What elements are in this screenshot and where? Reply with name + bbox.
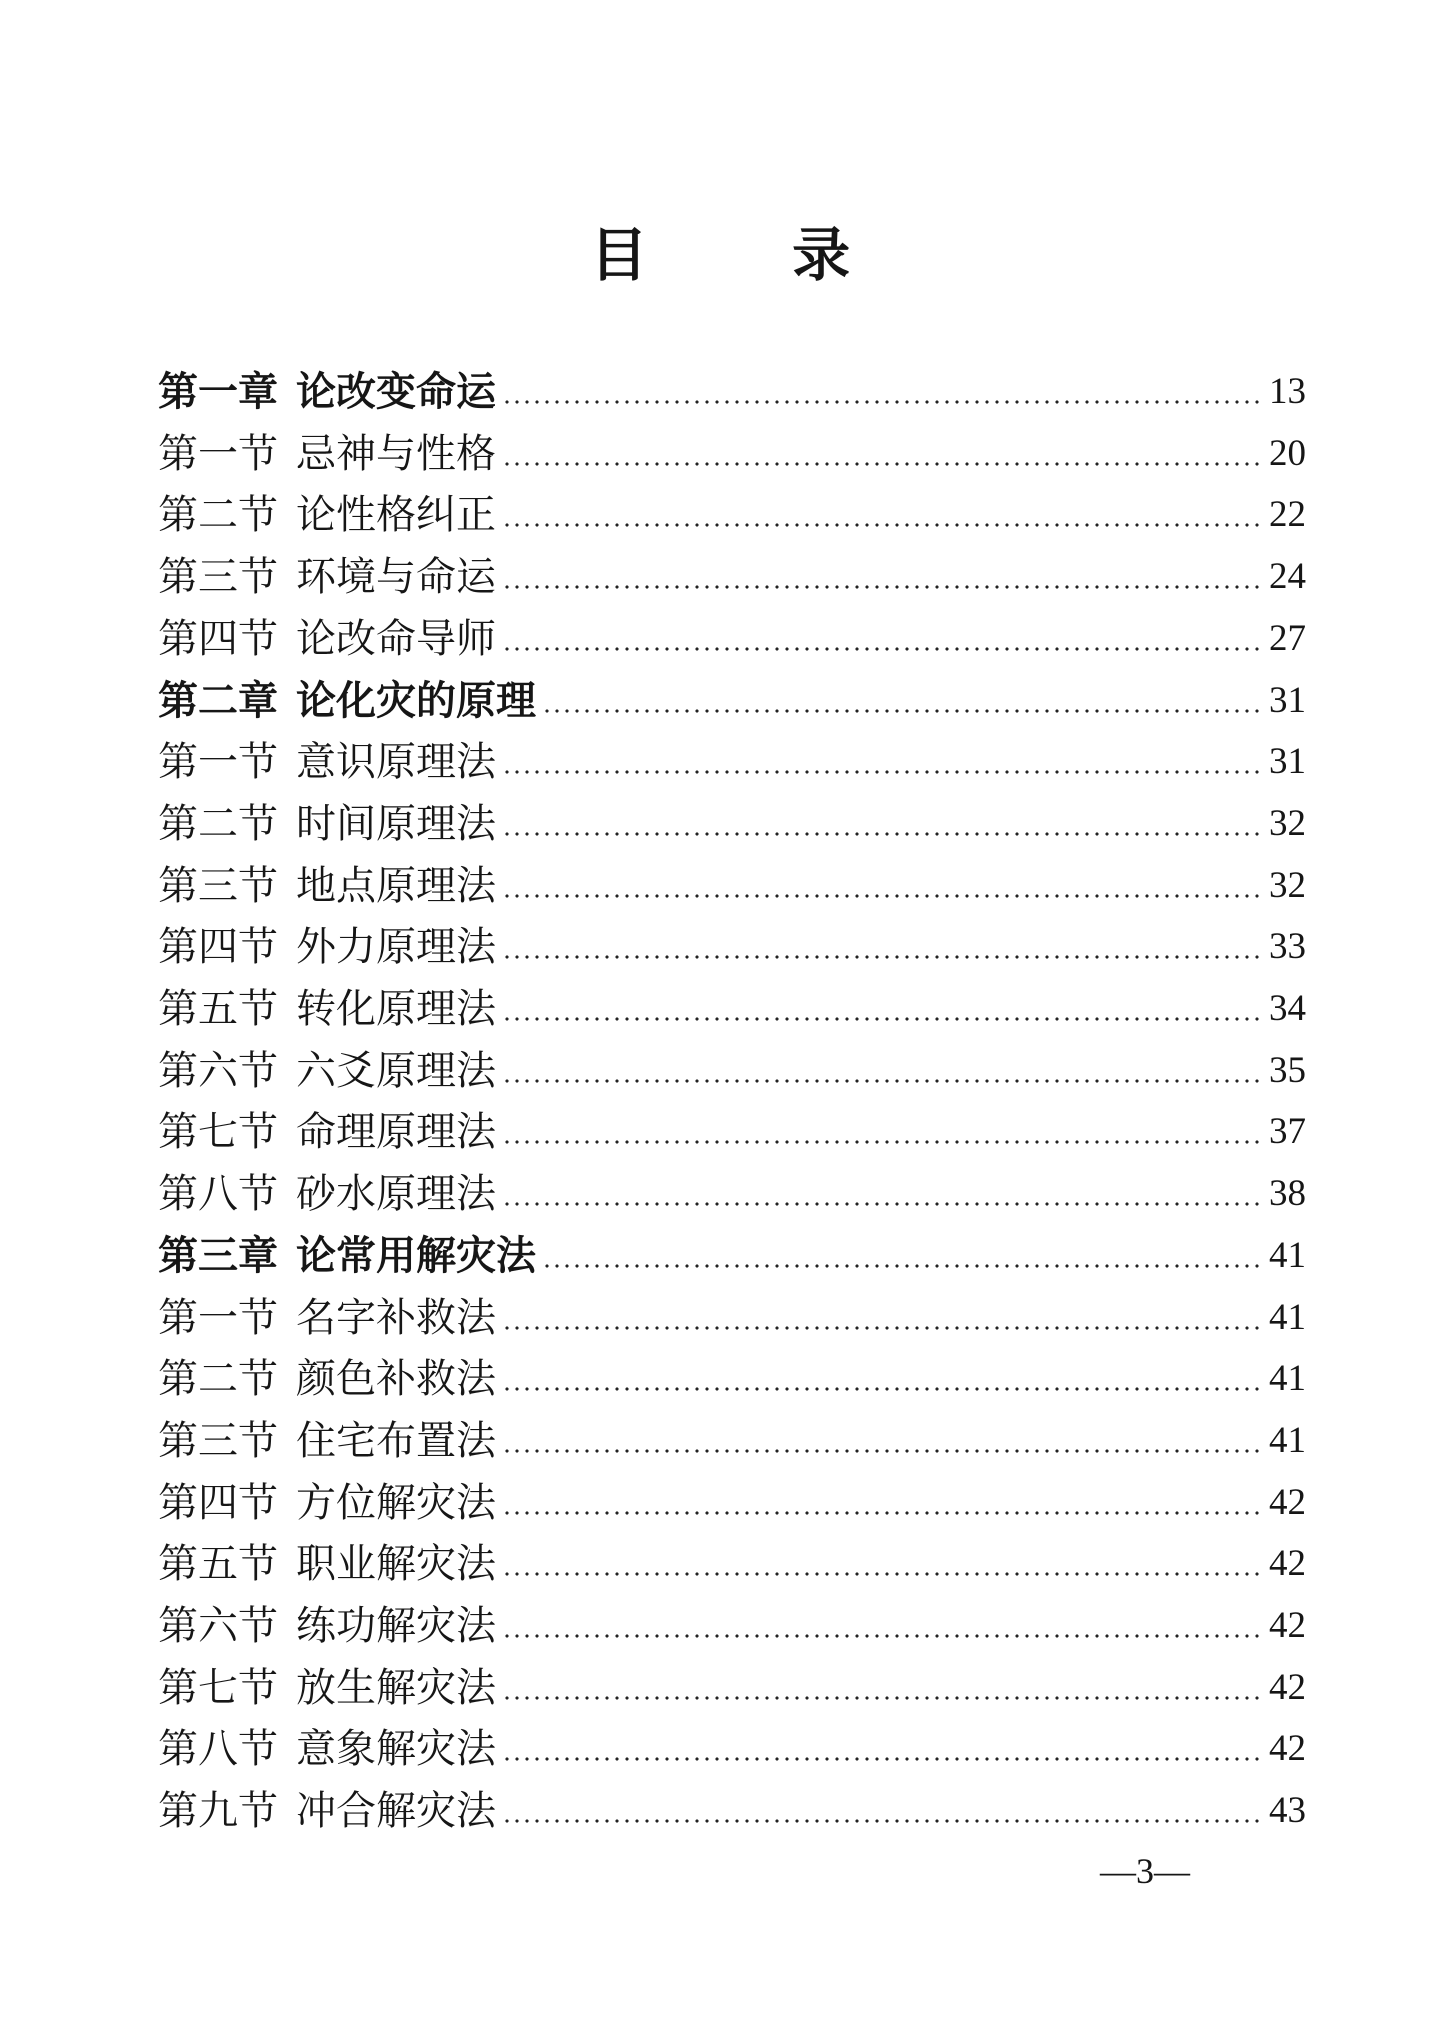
- toc-entry-title: 时间原理法: [296, 800, 496, 847]
- dot-leader: [502, 1387, 1260, 1391]
- toc-entry-number: 第三章: [158, 1232, 278, 1279]
- dot-leader: [502, 1017, 1260, 1021]
- toc-section-row[interactable]: [158, 479, 1306, 539]
- toc-entry-number: 第四节: [158, 615, 278, 662]
- toc-section-row[interactable]: [158, 541, 1306, 601]
- toc-entry-title: 论改命导师: [296, 615, 496, 662]
- toc-entry-page: 43: [1269, 1790, 1306, 1832]
- toc-entry-page: 24: [1269, 556, 1306, 598]
- toc-entry-page: 37: [1269, 1111, 1306, 1153]
- toc-entry-page: 42: [1269, 1481, 1306, 1523]
- toc-section-row[interactable]: [158, 1282, 1306, 1342]
- toc-entry-number: 第二节: [158, 1356, 278, 1403]
- toc-entry-number: 第四节: [158, 1479, 278, 1526]
- toc-chapter-row[interactable]: [158, 356, 1306, 416]
- toc-section-row[interactable]: [158, 1158, 1306, 1218]
- toc-section-row[interactable]: [158, 1590, 1306, 1650]
- toc-entry-page: 13: [1269, 371, 1306, 412]
- dot-leader: [502, 894, 1260, 898]
- toc-entry-number: 第二节: [158, 492, 278, 539]
- dot-leader: [502, 647, 1260, 651]
- toc-entry-number: 第二章: [158, 677, 278, 724]
- toc-section-row[interactable]: [158, 1652, 1306, 1712]
- toc-entry-page: 33: [1269, 926, 1306, 968]
- dot-leader: [502, 955, 1260, 959]
- toc-section-row[interactable]: [158, 973, 1306, 1033]
- dot-leader: [502, 1511, 1260, 1515]
- toc-section-row[interactable]: [158, 1528, 1306, 1588]
- toc-entry-number: 第七节: [158, 1664, 278, 1711]
- toc-entry-title: 论化灾的原理: [296, 677, 536, 724]
- toc-entry-number: 第一章: [158, 369, 278, 415]
- toc-entry-number: 第五节: [158, 1541, 278, 1588]
- toc-section-row[interactable]: [158, 788, 1306, 848]
- toc-entry-page: 41: [1269, 1296, 1306, 1338]
- toc-entry-page: 42: [1269, 1605, 1306, 1646]
- toc-entry-number: 第一节: [158, 1294, 278, 1341]
- dot-leader: [502, 1819, 1260, 1823]
- dot-leader: [502, 523, 1260, 527]
- toc-section-row[interactable]: [158, 1035, 1306, 1095]
- dot-leader: [502, 400, 1260, 404]
- toc-entry-title: 意识原理法: [296, 739, 496, 786]
- toc-section-row[interactable]: [158, 1775, 1306, 1835]
- toc-entry-title: 论性格纠正: [296, 492, 496, 539]
- toc-entry-title: 环境与命运: [296, 554, 496, 601]
- toc-entry-number: 第四节: [158, 924, 278, 971]
- toc-entry-page: 32: [1269, 864, 1306, 906]
- toc-entry-title: 忌神与性格: [296, 430, 496, 477]
- dot-leader: [502, 1140, 1260, 1144]
- toc-entry-title: 外力原理法: [296, 924, 496, 971]
- dot-leader: [502, 462, 1260, 466]
- dot-leader: [502, 1634, 1260, 1638]
- toc-entry-number: 第二节: [158, 800, 278, 847]
- toc-entry-title: 放生解灾法: [296, 1664, 496, 1711]
- dot-leader: [502, 1572, 1260, 1576]
- toc-entry-number: 第一节: [158, 739, 278, 786]
- toc-entry-title: 地点原理法: [296, 862, 496, 909]
- toc-entry-page: 42: [1269, 1543, 1306, 1585]
- toc-entry-page: 38: [1269, 1173, 1306, 1215]
- dot-leader: [502, 1326, 1260, 1330]
- dot-leader: [542, 1264, 1260, 1268]
- dot-leader: [542, 709, 1260, 713]
- dot-leader: [502, 585, 1260, 589]
- toc-entry-title: 意象解灾法: [296, 1726, 496, 1773]
- toc-entry-number: 第六节: [158, 1047, 278, 1094]
- toc-entry-page: 41: [1269, 1234, 1306, 1276]
- dot-leader: [502, 1202, 1260, 1206]
- toc-entry-title: 六爻原理法: [296, 1047, 496, 1094]
- toc-entry-number: 第三节: [158, 1417, 278, 1464]
- toc-entry-number: 第六节: [158, 1603, 278, 1649]
- toc-entry-title: 住宅布置法: [296, 1417, 496, 1464]
- toc-entry-title: 砂水原理法: [296, 1171, 496, 1218]
- page-title: 目 录: [589, 221, 913, 289]
- toc-entry-number: 第八节: [158, 1726, 278, 1773]
- toc-entry-page: 35: [1269, 1049, 1306, 1091]
- toc-section-row[interactable]: [158, 1713, 1306, 1773]
- toc-entry-number: 第三节: [158, 862, 278, 909]
- toc-section-row[interactable]: [158, 850, 1306, 910]
- toc-entry-title: 颜色补救法: [296, 1356, 496, 1403]
- toc-entry-number: 第三节: [158, 554, 278, 601]
- toc-entry-number: 第五节: [158, 986, 278, 1032]
- toc-entry-title: 论常用解灾法: [296, 1232, 536, 1279]
- toc-entry-number: 第八节: [158, 1171, 278, 1218]
- toc-entry-page: 41: [1269, 1358, 1306, 1400]
- toc-chapter-row[interactable]: [158, 1220, 1306, 1280]
- toc-section-row[interactable]: [158, 418, 1306, 478]
- toc-entry-title: 命理原理法: [296, 1109, 496, 1156]
- toc-entry-number: 第一节: [158, 430, 278, 477]
- toc-section-row[interactable]: [158, 726, 1306, 786]
- toc-entry-title: 练功解灾法: [296, 1603, 496, 1649]
- toc-section-row[interactable]: [158, 1096, 1306, 1156]
- toc-entry-page: 20: [1269, 432, 1306, 474]
- toc-entry-title: 名字补救法: [296, 1294, 496, 1341]
- toc-section-row[interactable]: [158, 1467, 1306, 1527]
- toc-entry-title: 方位解灾法: [296, 1479, 496, 1526]
- toc-entry-page: 31: [1269, 679, 1306, 721]
- toc-section-row[interactable]: [158, 911, 1306, 971]
- toc-entry-page: 42: [1269, 1728, 1306, 1770]
- toc-chapter-row[interactable]: [158, 665, 1306, 725]
- dot-leader: [502, 832, 1260, 836]
- toc-entry-page: 34: [1269, 988, 1306, 1029]
- toc-entry-title: 论改变命运: [296, 369, 496, 415]
- toc-section-row[interactable]: [158, 603, 1306, 663]
- toc-entry-page: 31: [1269, 741, 1306, 783]
- toc-entry-page: 27: [1269, 617, 1306, 659]
- toc-entry-page: 42: [1269, 1666, 1306, 1708]
- page-number: —3—: [1100, 1851, 1190, 1891]
- dot-leader: [502, 1449, 1260, 1453]
- dot-leader: [502, 1757, 1260, 1761]
- toc-entry-page: 32: [1269, 802, 1306, 844]
- dot-leader: [502, 770, 1260, 774]
- dot-leader: [502, 1079, 1260, 1083]
- toc-entry-page: 41: [1269, 1419, 1306, 1461]
- toc-entry-title: 冲合解灾法: [296, 1788, 496, 1835]
- toc-entry-number: 第七节: [158, 1109, 278, 1156]
- toc-section-row[interactable]: [158, 1343, 1306, 1403]
- toc-entry-number: 第九节: [158, 1788, 278, 1835]
- toc-entry-title: 转化原理法: [296, 986, 496, 1032]
- dot-leader: [502, 1696, 1260, 1700]
- toc-entry-title: 职业解灾法: [296, 1541, 496, 1588]
- toc-section-row[interactable]: [158, 1405, 1306, 1465]
- toc-entry-page: 22: [1269, 494, 1306, 536]
